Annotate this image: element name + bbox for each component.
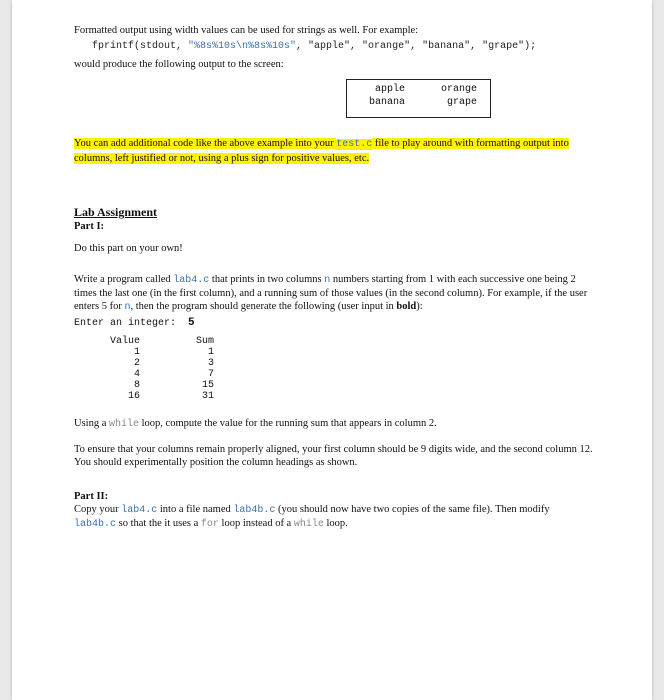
row-sum: 31 [201,391,214,402]
p1-text-a: Write a program called [74,274,174,285]
while-text-b: loop, compute the value for the running sum that appears in column 2. [139,418,437,429]
p1-text-l3c: ): [416,301,423,312]
row-value: 1 [133,347,140,358]
output-banana: banana [369,97,406,108]
while-text-a: Using a [74,418,109,429]
part2-description [74,503,634,531]
p1-n: n [324,275,331,286]
note-text-2: file to play around with formatting output into [372,138,569,149]
align-line-1: To ensure that your columns remain properly aligned, your first column should be 9 digits wide, and the second column 12. [74,444,593,455]
p2-text-f: loop. [323,518,348,529]
row-value: 8 [133,380,140,391]
p1-text-line2: times the last one (in the first column), and a running sum of those values (in the second column). For example, if the user [74,288,588,299]
alignment-instruction [74,443,634,469]
while-instruction [74,417,437,431]
p1-bold-word: bold [396,301,417,312]
code-fn: fprintf(stdout, [92,41,189,52]
part1-heading: Part I: [74,221,105,232]
row-value: 2 [133,358,140,369]
row-value: 16 [127,391,140,402]
intro-line: Formatted output using width values can be used for strings as well. For example: [74,25,419,36]
row-value: 4 [133,369,140,380]
p1-text-l3b: , then the program should generate the following (user input in [130,301,397,312]
p1-file: lab4.c [173,275,210,286]
p1-text-b: that prints in two columns [209,274,325,285]
p2-text-e: loop instead of a [218,518,294,529]
sample-output-table [74,336,224,406]
prompt-text: Enter an integer: [74,318,177,329]
output-grape: grape [447,97,478,108]
while-keyword: while [109,419,140,430]
for-keyword: for [200,519,219,530]
output-example-box [346,79,491,118]
p1-text-c: numbers starting from 1 with each successive one being 2 [330,274,576,285]
part2-heading: Part II: [74,491,109,502]
p1-text-l3a: enters 5 for [74,301,125,312]
highlighted-note [74,137,614,165]
p2-file1: lab4.c [121,505,158,516]
lab-title: Lab Assignment [74,205,158,219]
while-keyword-2: while [293,519,324,530]
p2-text-d: so that the it uses a [116,518,201,529]
p2-text-b: into a file named [157,504,234,515]
output-orange: orange [441,84,478,95]
p2-text-a: Copy your [74,504,122,515]
fprintf-code-line [92,41,536,52]
do-this-line: Do this part on your own! [74,243,183,254]
part1-description [74,273,624,314]
code-format-string: "%8s%10s\n%8s%10s" [188,41,297,52]
header-value: Value [109,336,140,347]
sample-prompt [74,317,195,329]
align-line-2: You should experimentally position the column headings as shown. [74,457,358,468]
note-text-1: You can add additional code like the above example into your [74,138,337,149]
row-sum: 3 [207,358,214,369]
p2-text-c: (you should now have two copies of the same file). Then modify [275,504,550,515]
output-intro-line: would produce the following output to the screen: [74,59,284,70]
row-sum: 7 [207,369,214,380]
user-input-value: 5 [188,317,195,329]
note-file: test.c [336,139,373,150]
document-page [12,0,652,700]
header-sum: Sum [195,336,214,347]
p2-file2: lab4b.c [233,505,276,516]
note-text-3: columns, left justified or not, using a plus sign for positive values, etc. [74,153,370,164]
output-apple: apple [375,84,406,95]
code-args: , "apple", "orange", "banana", "grape"); [296,41,537,52]
row-sum: 1 [207,347,214,358]
p1-l3-n: n [124,302,131,313]
p2-file3: lab4b.c [74,519,117,530]
row-sum: 15 [201,380,214,391]
